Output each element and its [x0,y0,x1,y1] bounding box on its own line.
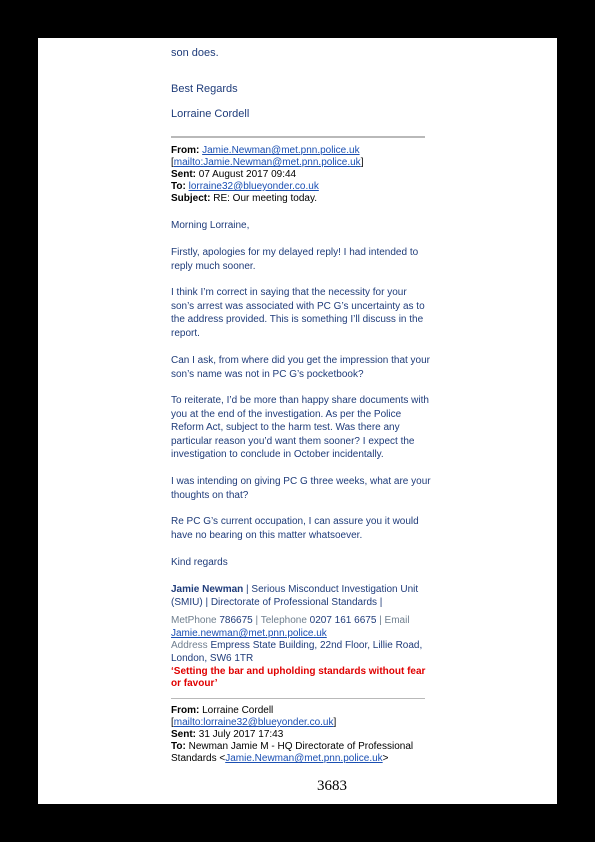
email2-bracket-close: ] [333,717,337,728]
email2-to-suffix: > [382,753,389,764]
paragraph-2: I think I’m correct in saying that the necessity for your son’s arrest was associated with PC G’s uncertainty as to the address provided. This is something I’ll discuss in the report. [171,287,425,339]
email2-from-line [171,705,273,717]
signature-address-line-1 [171,639,422,652]
to-label: To: [171,181,186,192]
kind-regards: Kind regards [171,557,228,568]
sender-name: Lorraine Cordell [171,108,250,120]
greeting: Morning Lorraine, [171,220,250,231]
metphone-value: 786675 [219,615,253,626]
mailto-link[interactable]: mailto:Jamie.Newman@met.pnn.police.uk [173,157,361,168]
email1-from-line [171,145,360,157]
paragraph-4: To reiterate, I’d be more than happy share documents with you at the end of the investigation. As per the Police Reform Act, subject to the harm test. Was there any particular reason you’d want them sooner? I expect the investigation to conclude in October incidentally. [171,395,429,460]
email1-subject-line [171,193,317,205]
from-label: From: [171,145,200,156]
paragraph-3: Can I ask, from where did you get the impression that your son’s name was not in PC G’s pocketbook? [171,355,431,380]
best-regards: Best Regards [171,83,238,95]
email2-from-value: Lorraine Cordell [199,705,274,716]
sent-value: 07 August 2017 09:44 [198,169,297,180]
document-page [38,38,557,804]
email1-sent-line [171,169,296,181]
email2-to-line-2 [171,753,389,765]
motto-line-2: or favour’ [171,678,218,689]
prior-text: son does. [171,47,219,59]
address-line-1: Empress State Building, 22nd Floor, Lillie Road, [210,640,423,651]
email2-to-value-2: Standards < [171,753,226,764]
email2-to-line [171,741,413,753]
address-line-2: London, SW6 1TR [171,653,254,664]
email2-mailto-link[interactable]: mailto:lorraine32@blueyonder.co.uk [173,717,334,728]
email2-bracket-open: [ [171,717,174,728]
signature-line-1 [171,583,418,596]
signature-phone-line [171,614,410,627]
motto-line-1: ‘Setting the bar and upholding standards without fear [171,666,426,677]
telephone-value: 0207 161 6675 [309,615,377,626]
email1-mailto-line [171,157,363,169]
from-email-link[interactable]: Jamie.Newman@met.pnn.police.uk [202,145,360,156]
bracket-open: [ [171,157,174,168]
bracket-close: ] [360,157,364,168]
sent-label: Sent: [171,169,196,180]
signature-unit-1: | Serious Misconduct Investigation Unit [243,584,419,595]
page-number: 3683 [317,778,347,794]
signature-unit-2: (SMIU) | Directorate of Professional Standards | [171,597,383,608]
email2-to-label: To: [171,741,186,752]
metphone-label: MetPhone [171,615,220,626]
separator-1 [171,136,425,138]
email2-to-value-1: Newman Jamie M - HQ Directorate of Professional [185,741,414,752]
paragraph-1: Firstly, apologies for my delayed reply! I had intended to reply much sooner. [171,247,419,272]
email2-to-email-link[interactable]: Jamie.Newman@met.pnn.police.uk [225,753,383,764]
subject-label: Subject: [171,193,211,204]
paragraph-6: Re PC G’s current occupation, I can assure you it would have no bearing on this matter whatsoever. [171,516,419,541]
signature-name: Jamie Newman [171,584,244,595]
email1-to-line [171,181,319,193]
email2-sent-label: Sent: [171,729,196,740]
email2-from-label: From: [171,705,200,716]
email2-mailto-line [171,717,336,729]
to-email-link[interactable]: lorraine32@blueyonder.co.uk [188,181,319,192]
address-label: Address [171,640,211,651]
paragraph-5: I was intending on giving PC G three weeks, what are your thoughts on that? [171,476,431,501]
separator-2 [171,698,425,699]
email2-sent-line [171,729,283,741]
signature-email-link[interactable]: Jamie.newman@met.pnn.police.uk [171,628,327,639]
telephone-label: | Telephone [252,615,310,626]
subject-value: RE: Our meeting today. [213,193,317,204]
email2-sent-value: 31 July 2017 17:43 [196,729,284,740]
email-label: | Email [376,615,410,626]
